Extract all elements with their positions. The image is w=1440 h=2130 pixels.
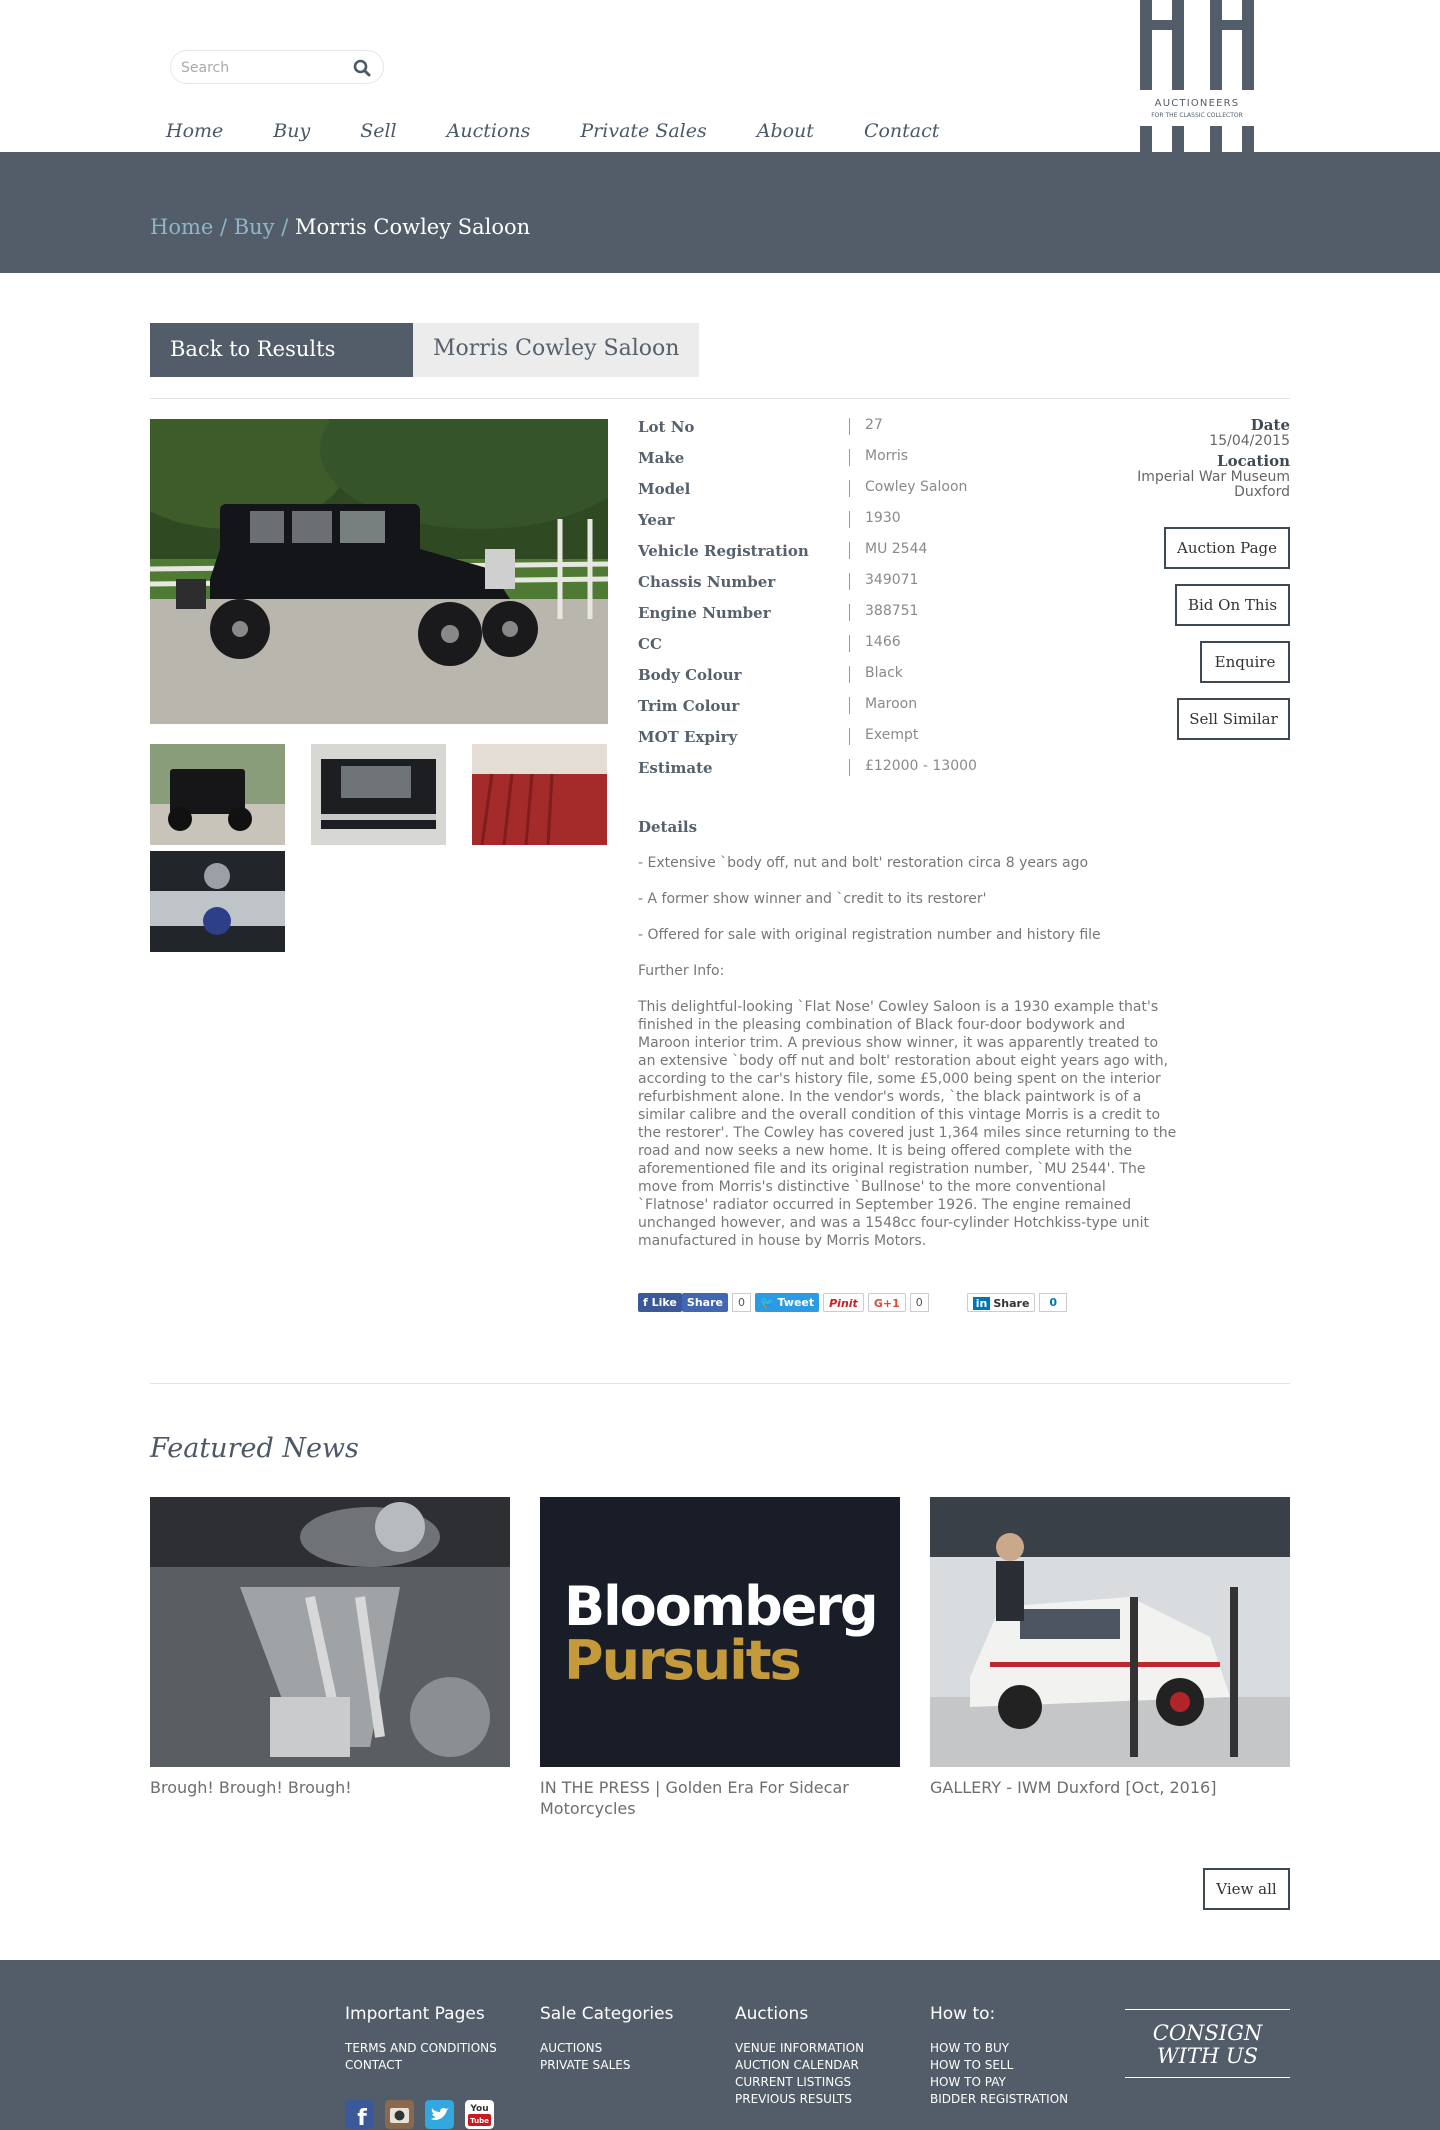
consign-line2: WITH US xyxy=(1157,2044,1258,2068)
auction-date: 15/04/2015 xyxy=(1209,433,1290,449)
youtube-icon[interactable] xyxy=(465,2100,494,2129)
spec-label: Lot No xyxy=(638,418,695,436)
news-card[interactable] xyxy=(540,1497,900,1819)
footer-important-pages xyxy=(345,2004,497,2074)
news-caption[interactable]: Brough! Brough! Brough! xyxy=(150,1778,352,1797)
social-links xyxy=(345,2100,494,2129)
svg-text:f: f xyxy=(357,2106,367,2129)
share-bar xyxy=(638,1291,1067,1313)
footer-link-how-to-buy[interactable]: HOW TO BUY xyxy=(930,2041,1010,2055)
spec-value: 1930 xyxy=(865,510,901,526)
spec-label: Trim Colour xyxy=(638,697,740,715)
details-heading: Details xyxy=(638,818,698,836)
page-banner xyxy=(0,152,1440,273)
google-plus-button[interactable]: G+1 xyxy=(868,1293,906,1312)
spec-value: Exempt xyxy=(865,727,919,743)
linkedin-icon: in xyxy=(973,1297,991,1310)
thumbnail-2[interactable] xyxy=(311,744,446,845)
footer-link-how-to-pay[interactable]: HOW TO PAY xyxy=(930,2075,1006,2089)
bid-on-this-button[interactable]: Bid On This xyxy=(1175,584,1290,626)
details-bullet: - A former show winner and `credit to its restorer' xyxy=(638,891,987,907)
spec-label: Estimate xyxy=(638,759,713,777)
spec-value: MU 2544 xyxy=(865,541,928,557)
spec-value: 1466 xyxy=(865,634,901,650)
search-box[interactable] xyxy=(170,50,384,84)
search-icon[interactable] xyxy=(353,59,371,77)
divider xyxy=(150,398,1290,399)
footer-link-bidder-registration[interactable]: BIDDER REGISTRATION xyxy=(930,2092,1069,2106)
breadcrumb xyxy=(150,215,530,239)
nav-about[interactable]: About xyxy=(756,120,814,142)
twitter-icon[interactable] xyxy=(425,2100,454,2129)
nav-sell[interactable]: Sell xyxy=(360,120,397,142)
news-image[interactable] xyxy=(540,1497,900,1767)
thumbnail-1[interactable] xyxy=(150,744,285,845)
spec-label: Make xyxy=(638,449,685,467)
breadcrumb-buy[interactable]: Buy xyxy=(233,215,275,239)
location-line1: Imperial War Museum xyxy=(1137,469,1290,485)
logo-and-text: AND xyxy=(1187,59,1207,69)
main-nav xyxy=(166,120,989,142)
twitter-icon: 🐦 xyxy=(759,1295,778,1309)
footer-link-current[interactable]: CURRENT LISTINGS xyxy=(735,2075,852,2089)
footer-link-contact[interactable]: CONTACT xyxy=(345,2058,402,2072)
facebook-like-button[interactable] xyxy=(638,1293,682,1312)
news-card[interactable] xyxy=(930,1497,1290,1798)
breadcrumb-home[interactable]: Home xyxy=(150,215,214,239)
consign-line1: CONSIGN xyxy=(1152,2021,1263,2045)
linkedin-count: 0 xyxy=(1039,1293,1067,1312)
view-all-button[interactable]: View all xyxy=(1203,1868,1290,1910)
spec-value: 388751 xyxy=(865,603,919,619)
sell-similar-button[interactable]: Sell Similar xyxy=(1177,698,1290,740)
location-line2: Duxford xyxy=(1234,484,1290,500)
nav-private-sales[interactable]: Private Sales xyxy=(580,120,707,142)
spec-value: 349071 xyxy=(865,572,919,588)
auction-info xyxy=(1137,417,1290,500)
spec-label: Engine Number xyxy=(638,604,771,622)
thumbnail-4[interactable] xyxy=(150,851,285,952)
footer-sale-categories xyxy=(540,2004,673,2074)
footer-link-calendar[interactable]: AUCTION CALENDAR xyxy=(735,2058,859,2072)
enquire-button[interactable]: Enquire xyxy=(1200,641,1290,683)
news-image[interactable] xyxy=(150,1497,510,1767)
facebook-count: 0 xyxy=(732,1293,751,1312)
footer-link-venue[interactable]: VENUE INFORMATION xyxy=(735,2041,865,2055)
spec-value: £12000 - 13000 xyxy=(865,758,977,774)
breadcrumb-separator: / xyxy=(274,215,296,239)
spec-label: Body Colour xyxy=(638,666,742,684)
spec-label: Vehicle Registration xyxy=(638,542,809,560)
main-car-photo[interactable] xyxy=(150,419,608,724)
linkedin-label: Share xyxy=(993,1296,1030,1310)
news-card[interactable] xyxy=(150,1497,510,1798)
search-input[interactable] xyxy=(181,57,341,79)
footer-link-private-sales[interactable]: PRIVATE SALES xyxy=(540,2058,631,2072)
description-text: This delightful-looking `Flat Nose' Cowley Saloon is a 1930 example that's finished in the pleasing combination of Black four-door bodywork and Maroon interior trim. A previous show winner, it was apparently treated to an extensive `body off nut and bolt' restoration about eight years ago with, according to the car's history file, some £5,000 being spent on the interior refurbishment alone. In the vendor's words, `the black paintwork is of a similar calibre and the overall condition of this vintage Morris is a credit to the restorer'. The Cowley has covered just 1,364 miles since returning to the road and now seeks a new home. It is being offered complete with the aforementioned file and its original registration number, `MU 2544'. The move from Morris's distinctive `Bullnose' to the more conventional `Flatnose' radiator occurred in September 1926. The engine remained unchanged however, and was a 1548cc four-cylinder Hotchkiss-type unit manufactured in house by Morris Motors. xyxy=(638,999,1177,1249)
footer-link-how-to-sell[interactable]: HOW TO SELL xyxy=(930,2058,1014,2072)
facebook-icon[interactable] xyxy=(345,2100,374,2129)
pinterest-button[interactable]: Pinit xyxy=(823,1293,864,1312)
footer-link-previous[interactable]: PREVIOUS RESULTS xyxy=(735,2092,852,2106)
spec-value: Cowley Saloon xyxy=(865,479,968,495)
google-plus-count: 0 xyxy=(910,1293,929,1312)
spec-label: CC xyxy=(638,635,662,653)
news-image[interactable] xyxy=(930,1497,1290,1767)
svg-text:You: You xyxy=(470,2104,489,2114)
tweet-button[interactable] xyxy=(755,1293,819,1312)
details-bullet: - Extensive `body off, nut and bolt' restoration circa 8 years ago xyxy=(638,855,1089,871)
spec-label: Chassis Number xyxy=(638,573,776,591)
date-label: Date xyxy=(1250,416,1290,434)
details-bullet: - Offered for sale with original registration number and history file xyxy=(638,927,1101,943)
thumbnail-3[interactable] xyxy=(472,744,607,845)
tweet-label: Tweet xyxy=(777,1295,815,1309)
footer-heading: Auctions xyxy=(735,2004,809,2024)
nav-contact[interactable]: Contact xyxy=(863,120,940,142)
divider xyxy=(150,1383,1290,1384)
facebook-icon: f xyxy=(643,1295,652,1309)
linkedin-share-button[interactable] xyxy=(967,1293,1036,1312)
news-caption[interactable]: IN THE PRESS | Golden Era For Sidecar Motorcycles xyxy=(540,1778,849,1818)
spec-label: MOT Expiry xyxy=(638,728,738,746)
spec-value: Black xyxy=(865,665,903,681)
news-caption[interactable]: GALLERY - IWM Duxford [Oct, 2016] xyxy=(930,1778,1217,1797)
logo-sub-text: FOR THE CLASSIC COLLECTOR xyxy=(1151,112,1243,119)
footer-heading: Important Pages xyxy=(345,2004,485,2024)
svg-text:Tube: Tube xyxy=(470,2117,489,2125)
page-title: Morris Cowley Saloon xyxy=(413,323,699,377)
footer-link-auctions[interactable]: AUCTIONS xyxy=(540,2041,603,2055)
back-to-results-button[interactable]: Back to Results xyxy=(150,323,413,377)
footer-link-terms[interactable]: TERMS AND CONDITIONS xyxy=(345,2041,497,2055)
bloomberg-wordmark: Bloomberg xyxy=(564,1575,877,1638)
further-info-label: Further Info: xyxy=(638,963,725,979)
logo-mark xyxy=(1138,0,1256,152)
footer-auctions xyxy=(735,2004,864,2108)
spec-value: Morris xyxy=(865,448,909,464)
breadcrumb-separator: / xyxy=(213,215,234,239)
instagram-icon[interactable] xyxy=(385,2100,414,2129)
breadcrumb-current: Morris Cowley Saloon xyxy=(295,215,531,239)
nav-home[interactable]: Home xyxy=(166,120,224,142)
spec-label: Year xyxy=(638,511,675,529)
location-label: Location xyxy=(1217,452,1290,470)
featured-news-title: Featured News xyxy=(150,1433,359,1464)
nav-buy[interactable]: Buy xyxy=(273,120,311,142)
spec-value: 27 xyxy=(865,417,883,433)
auction-page-button[interactable]: Auction Page xyxy=(1164,527,1290,569)
spec-value: Maroon xyxy=(865,696,918,712)
spec-label: Model xyxy=(638,480,691,498)
details-section xyxy=(638,818,1178,1268)
footer-heading: How to: xyxy=(930,2004,996,2024)
facebook-share-button[interactable]: Share xyxy=(682,1293,728,1312)
footer-how-to xyxy=(930,2004,1068,2108)
consign-with-us-button[interactable] xyxy=(1125,2009,1290,2078)
footer-heading: Sale Categories xyxy=(540,2004,674,2024)
like-label: Like xyxy=(651,1295,677,1309)
pursuits-wordmark: Pursuits xyxy=(564,1629,800,1692)
site-logo[interactable] xyxy=(1138,0,1256,152)
logo-main-text: AUCTIONEERS xyxy=(1154,98,1240,109)
nav-auctions[interactable]: Auctions xyxy=(446,120,531,142)
